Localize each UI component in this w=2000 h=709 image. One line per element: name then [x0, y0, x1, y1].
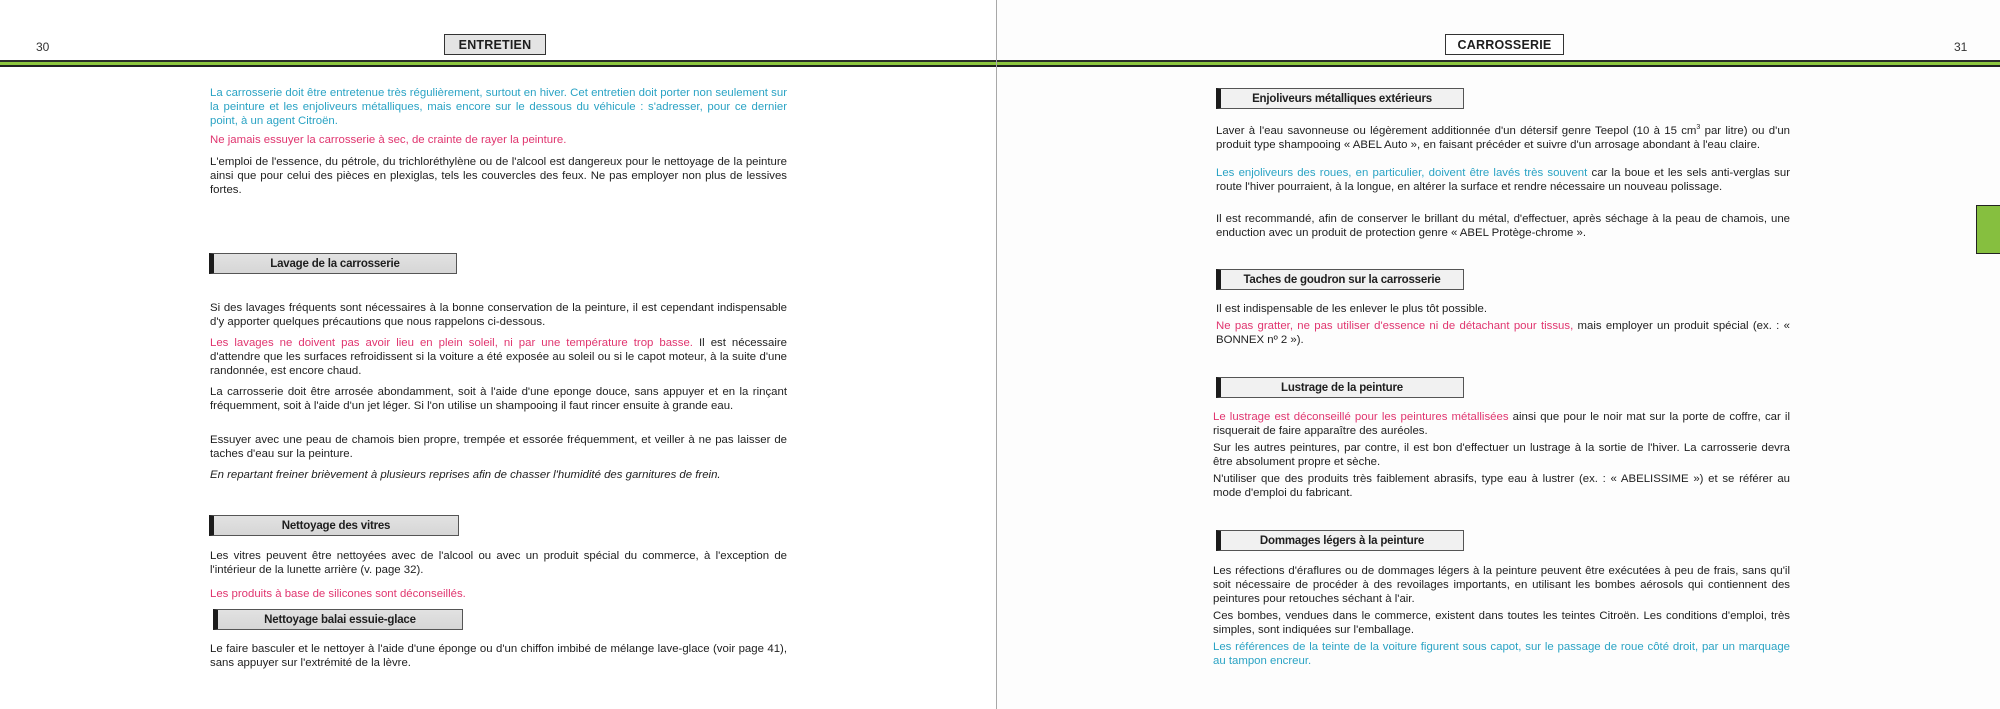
lavage-warning: Les lavages ne doivent pas avoir lieu en plein soleil, ni par une température trop basse.: [210, 337, 693, 349]
goudron-paragraph-1: Il est indispensable de les enlever le plus tôt possible.: [1216, 303, 1488, 315]
chapter-header: CARROSSERIE: [1445, 34, 1564, 55]
header-band: [0, 60, 996, 67]
goudron-paragraph-2-rest: mais employer un produit spécial (ex. : « BONNEX nº 2 »).: [1216, 320, 1790, 347]
section-title-balai: Nettoyage balai essuie-glace: [213, 609, 463, 630]
enjoliveurs-paragraph-2: [1216, 166, 1790, 194]
section-title-dommages: Dommages légers à la peinture: [1216, 530, 1464, 551]
lustrage-paragraph-1-rest: ainsi que pour le noir mat sur la porte de coffre, car il risquerait de faire apparaître des auréoles.: [1213, 411, 1790, 438]
enjoliveurs-text-b: par litre) ou d'un produit type shampooing « ABEL Auto », en faisant précéder et suivre d'un arrosage abondant à l'eau claire.: [1216, 124, 1790, 151]
page-number: 30: [36, 40, 50, 54]
balai-paragraph-1: Le faire basculer et le nettoyer à l'aide d'une éponge ou d'un chiffon imbibé de mélange lave-glace (voir page 41), sans appuyer sur l'extrémité de la lèvre.: [210, 643, 787, 670]
enjoliveurs-note: Les enjoliveurs des roues, en particulier, doivent être lavés très souvent: [1216, 167, 1588, 179]
lustrage-warning: Le lustrage est déconseillé pour les peintures métallisées: [1213, 411, 1509, 423]
lavage-paragraph-4: Essuyer avec une peau de chamois bien propre, trempée et essorée fréquemment, et veiller à ne pas laisser de taches d'eau sur la peinture.: [210, 434, 787, 461]
right-page: [997, 0, 2000, 709]
section-title-lavage: Lavage de la carrosserie: [209, 253, 457, 274]
intro-warning: Ne jamais essuyer la carrosserie à sec, de crainte de rayer la peinture.: [210, 134, 567, 146]
header-band: [997, 60, 2000, 67]
section-title-goudron: Taches de goudron sur la carrosserie: [1216, 269, 1464, 290]
page-number: 31: [1954, 40, 1968, 54]
vitres-paragraph-1: Les vitres peuvent être nettoyées avec de l'alcool ou avec un produit spécial du commerce, à l'exception de l'intérieur de la lunette arrière (v. page 32).: [210, 550, 787, 577]
lustrage-paragraph-1: [1213, 410, 1790, 438]
enjoliveurs-text-a: Laver à l'eau savonneuse ou légèrement additionnée d'un détersif genre Teepol (10 à 15 cm: [1216, 124, 1697, 137]
lavage-paragraph-2: [210, 336, 787, 379]
left-page: [0, 0, 996, 709]
dommages-note: Les références de la teinte de la voiture figurent sous capot, sur le passage de roue côté droit, par un marquage au tampon encreur.: [1213, 641, 1790, 668]
goudron-warning: Ne pas gratter, ne pas utiliser d'essence ni de détachant pour tissus,: [1216, 320, 1574, 332]
intro-note: La carrosserie doit être entretenue très régulièrement, surtout en hiver. Cet entretien doit porter non seulement sur la peinture et les enjoliveurs métalliques, mais encore sur le dessous du véhicule : s'adresser, pour ce dernier point, à un agent Citroën.: [210, 87, 787, 128]
enjoliveurs-paragraph-2-rest: car la boue et les sels anti-verglas sur route l'hiver pourraient, à la longue, en altérer la surface et rendre nécessaire un nouveau polissage.: [1216, 167, 1790, 194]
chapter-header: ENTRETIEN: [444, 34, 546, 55]
intro-paragraph: L'emploi de l'essence, du pétrole, du trichloréthylène ou de l'alcool est dangereux pour le nettoyage de la peinture ainsi que pour celui des pièces en plexiglas, tels les couvercles des feux. Ne pas employer non plus de lessives fortes.: [210, 156, 787, 197]
dommages-paragraph-2: Ces bombes, vendues dans le commerce, existent dans toutes les teintes Citroën. Les conditions d'emploi, très simples, sont indiquées sur l'emballage.: [1213, 610, 1790, 637]
lustrage-paragraph-3: N'utiliser que des produits très faiblement abrasifs, type eau à lustrer (ex. : « ABELISSIME ») et se référer au mode d'emploi du fabricant.: [1213, 473, 1790, 500]
section-title-enjoliveurs: Enjoliveurs métalliques extérieurs: [1216, 88, 1464, 109]
lustrage-paragraph-2: Sur les autres peintures, par contre, il est bon d'effectuer un lustrage à la sortie de l'hiver. La carrosserie devra être absolument propre et sèche.: [1213, 442, 1790, 469]
vitres-warning: Les produits à base de silicones sont déconseillés.: [210, 588, 466, 600]
lavage-paragraph-2-rest: Il est nécessaire d'attendre que les surfaces refroidissent si la voiture a été exposée au soleil ou si le capot moteur, à la suite d'une randonnée, est encore chaud.: [210, 337, 787, 378]
lavage-paragraph-5: En repartant freiner brièvement à plusieurs reprises afin de chasser l'humidité des garnitures de frein.: [210, 469, 721, 481]
enjoliveurs-paragraph-1: [1216, 121, 1790, 152]
enjoliveurs-paragraph-3: Il est recommandé, afin de conserver le brillant du métal, d'effectuer, après séchage à la peau de chamois, une enduction avec un produit de protection genre « ABEL Protège-chrome ».: [1216, 213, 1790, 240]
lavage-paragraph-3: La carrosserie doit être arrosée abondamment, soit à l'aide d'une eponge douce, sans appuyer et en la rinçant fréquemment, soit à l'aide d'un jet léger. Si l'on utilise un shampooing il faut rincer ensuite à grande eau.: [210, 386, 787, 413]
chapter-thumb-tab: [1976, 205, 2000, 254]
section-title-vitres: Nettoyage des vitres: [209, 515, 459, 536]
lavage-paragraph-1: Si des lavages fréquents sont nécessaires à la bonne conservation de la peinture, il est cependant indispensable d'y apporter quelques précautions que nous rappelons ci-dessous.: [210, 302, 787, 329]
goudron-paragraph-2: [1216, 319, 1790, 347]
superscript-cube: 3: [1696, 124, 1701, 131]
dommages-paragraph-1: Les réfections d'éraflures ou de dommages légers à la peinture peuvent être exécutées à peu de frais, sans qu'il soit nécessaire de procéder à des revoilages importants, en utilisant les bombes aérosols qui contiennent des peintures pour retouches séchant à l'air.: [1213, 565, 1790, 606]
section-title-lustrage: Lustrage de la peinture: [1216, 377, 1464, 398]
